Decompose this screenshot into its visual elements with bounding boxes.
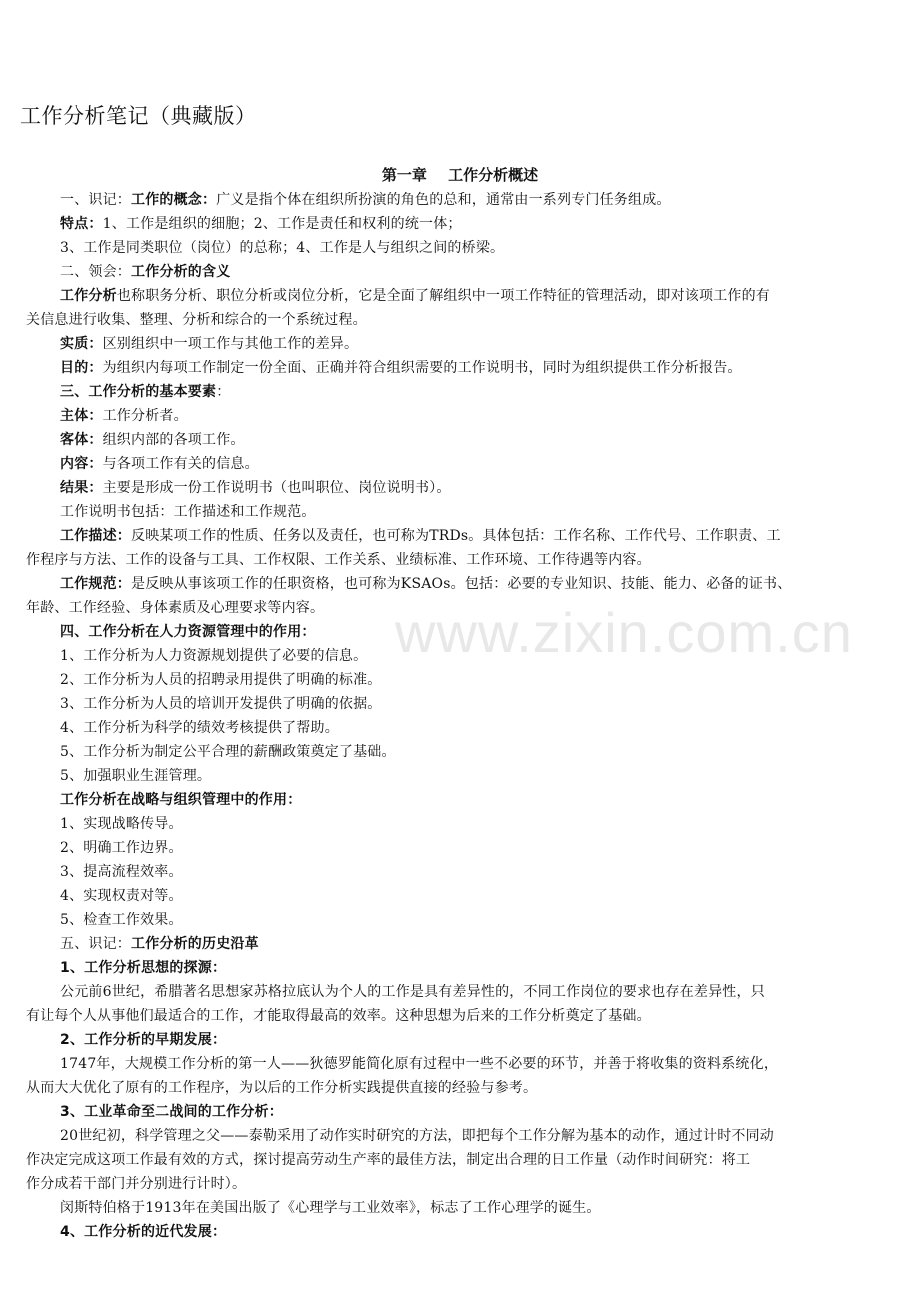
bold-term: 工作的概念： [131,192,217,208]
paragraph-line [0,980,920,1004]
line-content [60,284,770,308]
text-run: 3、提高流程效率。 [60,864,183,880]
line-content [60,716,339,740]
paragraph-continuation-line [0,1004,920,1028]
paragraph-continuation-line [0,1148,920,1172]
text-run: 1、工作分析为人力资源规划提供了必要的信息。 [60,648,368,664]
text-run: 3、工作分析为人员的培训开发提供了明确的依据。 [60,696,382,712]
text-run: 主要是形成一份工作说明书（也叫职位、岗位说明书）。 [102,480,451,496]
paragraph-line [0,332,920,356]
bold-term: 三、工作分析的基本要素 [60,384,217,400]
paragraph-line [0,1124,920,1148]
paragraph-line [0,764,920,788]
chapter-name: 工作分析概述 [448,166,539,184]
paragraph-line [0,908,920,932]
line-content [60,1028,226,1052]
text-run: 闵斯特伯格于1913年在美国出版了《心理学与工业效率》，标志了工作心理学的诞生。 [60,1200,601,1216]
paragraph-line [0,452,920,476]
line-content [26,1172,246,1196]
chapter-number: 第一章 [381,166,427,184]
paragraph-continuation-line [0,1076,920,1100]
bold-term: 主体： [60,408,103,424]
line-content [60,356,742,380]
line-content [60,980,765,1004]
paragraph-line [0,1100,920,1124]
text-run: 反映某项工作的性质、任务以及责任，也可称为TRDs。具体包括：工作名称、工作代号、工作职责、工 [131,528,781,544]
text-run: 也称职务分析、职位分析或岗位分析，它是全面了解组织中一项工作特征的管理活动，即对该项工作的有 [116,288,771,304]
paragraph-line [0,356,920,380]
text-run: 与各项工作有关的信息。 [102,456,259,472]
text-run: 广义是指个体在组织所扮演的角色的总和，通常由一系列专门任务组成。 [216,192,671,208]
text-run: 工作说明书包括：工作描述和工作规范。 [60,504,316,520]
line-content [26,1076,537,1100]
bold-term: 实质： [60,336,103,352]
paragraph-continuation-line [0,596,920,620]
paragraph-line [0,236,920,260]
line-content [26,1004,651,1028]
line-content [60,476,451,500]
bold-term: 工作规范： [60,576,131,592]
line-content [60,212,462,236]
line-content [60,860,183,884]
text-run: 从而大大优化了原有的工作程序，为以后的工作分析实践提供直接的经验与参考。 [26,1080,538,1096]
bold-term: 内容： [60,456,103,472]
bold-term: 工作分析 [60,288,117,304]
text-run: 5、加强职业生涯管理。 [60,768,212,784]
paragraph-line [0,284,920,308]
text-run: 作程序与方法、工作的设备与工具、工作权限、工作关系、业绩标准、工作环境、工作待遇等内容。 [26,552,651,568]
paragraph-line [0,524,920,548]
bold-term: 工作分析的含义 [131,264,231,280]
line-content [60,908,183,932]
paragraph-line [0,860,920,884]
paragraph-line [0,956,920,980]
line-content [60,404,188,428]
paragraph-line [0,932,920,956]
text-run: 关信息进行收集、整理、分析和综合的一个系统过程。 [26,312,367,328]
paragraph-continuation-line [0,1172,920,1196]
line-content [60,1124,774,1148]
text-run: 公元前6世纪，希腊著名思想家苏格拉底认为个人的工作是具有差异性的，不同工作岗位的要求也存在差异性，只 [60,984,765,1000]
line-content [26,1148,750,1172]
line-content [60,764,211,788]
paragraph-line [0,788,920,812]
text-run: 作决定完成这项工作最有效的方式，探讨提高劳动生产率的最佳方法，制定出合理的日工作量（动作时间研究：将工 [26,1152,751,1168]
bold-term: 结果： [60,480,103,496]
paragraph-line [0,212,920,236]
paragraph-line [0,812,920,836]
paragraph-line [0,428,920,452]
bold-term: 目的： [60,360,103,376]
text-run: 五、识记： [60,936,131,952]
paragraph-line [0,476,920,500]
bold-term: 1、工作分析思想的探源： [60,960,227,976]
paragraph-line [0,716,920,740]
paragraph-line [0,884,920,908]
text-run: 2、工作分析为人员的招聘录用提供了明确的标准。 [60,672,382,688]
line-content [60,572,791,596]
paragraph-line [0,1220,920,1244]
line-content [60,692,382,716]
paragraph-line [0,692,920,716]
bold-term: 2、工作分析的早期发展： [60,1032,227,1048]
line-content [26,548,651,572]
bold-term: 客体： [60,432,103,448]
text-run: 是反映从事该项工作的任职资格，也可称为KSAOs。包括：必要的专业知识、技能、能力、必备的证书、 [131,576,792,592]
line-content [60,236,504,260]
line-content [60,260,230,284]
text-run: 为组织内每项工作制定一份全面、正确并符合组织需要的工作说明书，同时为组织提供工作分析报告。 [102,360,742,376]
line-content [60,500,316,524]
line-content [60,788,301,812]
line-content [60,452,259,476]
line-content [60,884,183,908]
line-content [60,740,396,764]
text-run: 年龄、工作经验、身体素质及心理要求等内容。 [26,600,325,616]
line-content [60,1052,778,1076]
document-title: 工作分析笔记（典藏版） [20,104,257,128]
chapter-heading [0,164,920,185]
bold-term: 3、工业革命至二战间的工作分析： [60,1104,283,1120]
paragraph-line [0,500,920,524]
watermark: www.zixin.com.cn [395,601,853,664]
line-content [60,932,259,956]
document-body [0,188,920,1244]
paragraph-line [0,260,920,284]
line-content [60,620,316,644]
bold-term: 四、工作分析在人力资源管理中的作用： [60,624,316,640]
line-content [60,812,183,836]
paragraph-line [0,620,920,644]
text-run: 组织内部的各项工作。 [102,432,245,448]
line-content [26,596,324,620]
text-run: 4、工作分析为科学的绩效考核提供了帮助。 [60,720,339,736]
paragraph-line [0,572,920,596]
line-content [60,956,226,980]
line-content [60,1100,283,1124]
text-run: 1747年，大规模工作分析的第一人——狄德罗能简化原有过程中一些不必要的环节，并善于将收集的资料系统化， [60,1056,779,1072]
text-run: 作分成若干部门并分别进行计时）。 [26,1176,247,1192]
text-run: 5、检查工作效果。 [60,912,183,928]
paragraph-line [0,668,920,692]
bold-term: 工作描述： [60,528,131,544]
bold-term: 工作分析在战略与组织管理中的作用： [60,792,302,808]
paragraph-line [0,644,920,668]
paragraph-line [0,740,920,764]
line-content [60,524,781,548]
text-run: 1、工作是组织的细胞；2、工作是责任和权利的统一体； [102,216,462,232]
text-run: 工作分析者。 [102,408,188,424]
line-content [60,188,671,212]
paragraph-line [0,188,920,212]
line-content [60,332,358,356]
paragraph-line [0,836,920,860]
text-run: 一、识记： [60,192,131,208]
text-run: 二、领会： [60,264,131,280]
bold-term: 工作分析的历史沿革 [131,936,259,952]
paragraph-line [0,1052,920,1076]
paragraph-line [0,1028,920,1052]
text-run: 1、实现战略传导。 [60,816,183,832]
line-content [60,836,183,860]
text-run: ： [216,384,231,400]
text-run: 5、工作分析为制定公平合理的薪酬政策奠定了基础。 [60,744,396,760]
line-content [60,1220,226,1244]
paragraph-line [0,380,920,404]
line-content [60,428,245,452]
text-run: 有让每个人从事他们最适合的工作，才能取得最高的效率。这种思想为后来的工作分析奠定了基础。 [26,1008,651,1024]
paragraph-line [0,1196,920,1220]
text-run: 区别组织中一项工作与其他工作的差异。 [102,336,359,352]
bold-term: 4、工作分析的近代发展： [60,1224,227,1240]
line-content [26,308,367,332]
paragraph-continuation-line [0,308,920,332]
line-content [60,1196,601,1220]
paragraph-continuation-line [0,548,920,572]
bold-term: 特点： [60,216,103,232]
line-content [60,380,230,404]
text-run: 3、工作是同类职位（岗位）的总称；4、工作是人与组织之间的桥梁。 [60,240,505,256]
paragraph-line [0,404,920,428]
text-run: 2、明确工作边界。 [60,840,183,856]
text-run: 4、实现权责对等。 [60,888,183,904]
line-content [60,668,382,692]
text-run: 20世纪初，科学管理之父——泰勒采用了动作实时研究的方法，即把每个工作分解为基本的动作，通过计时不同动 [60,1128,775,1144]
line-content [60,644,367,668]
